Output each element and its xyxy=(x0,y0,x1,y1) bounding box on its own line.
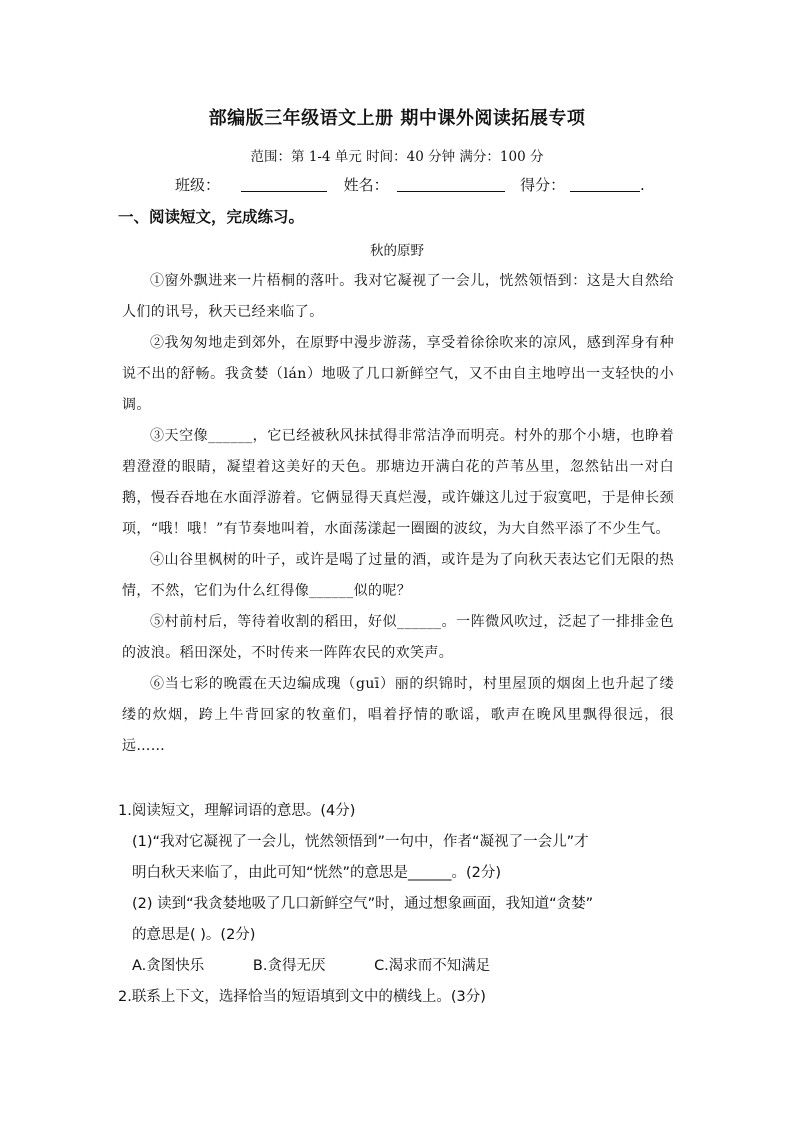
essay-paragraph: ②我匆匆地走到郊外，在原野中漫步游荡，享受着徐徐吹来的凉风，感到浑身有种说不出的舒畅。我贪婪（lán）地吸了几口新鲜空气，又不由自主地哼出一支轻快的小调。 xyxy=(122,335,674,413)
name-blank[interactable] xyxy=(397,177,505,192)
essay-body xyxy=(122,266,674,762)
option-b[interactable]: B.贪得无厌 xyxy=(252,958,326,974)
question-1: 1.阅读短文，理解词语的意思。(4分) xyxy=(118,803,356,819)
exam-scope-line: 范围：第 1-4 单元 时间：40 分钟 满分：100 分 xyxy=(250,149,544,165)
questions-block xyxy=(118,796,678,1013)
question-1-1-line-2: 明白秋天来临了，由此可知“恍然”的意思是______。(2分) xyxy=(132,865,502,881)
question-1-1-line-1: (1)“我对它凝视了一会儿，恍然领悟到”一句中，作者“凝视了一会儿”才 xyxy=(132,834,589,850)
essay-title: 秋的原野 xyxy=(370,243,424,259)
question-1-2-line-1: (2) 读到“我贪婪地吸了几口新鲜空气”时，通过想象画面，我知道“贪婪” xyxy=(132,896,594,912)
student-info-row xyxy=(175,174,645,195)
question-2: 2.联系上下文，选择恰当的短语填到文中的横线上。(3分) xyxy=(118,989,486,1005)
option-c[interactable]: C.渴求而不知满足 xyxy=(374,958,491,974)
essay-paragraph: ③天空像______，它已经被秋风抹拭得非常洁净而明亮。村外的那个小塘，也睁着碧澄澄的眼睛，凝望着这美好的天色。那塘边开满白花的芦苇丛里，忽然钻出一对白鹅，慢吞吞地在水面浮游着。它俩显得天真烂漫，或许嫌这儿过于寂寞吧，于是伸长颈项，“哦！哦！”有节奏地叫着，水面荡漾起一圈圈的波纹，为大自然平添了不少生气。 xyxy=(122,428,674,537)
score-label: 得分： xyxy=(520,176,566,194)
question-1-2-options xyxy=(118,951,678,982)
name-label: 姓名： xyxy=(343,176,389,194)
essay-paragraph: ⑥当七彩的晚霞在天边编成瑰（guī）丽的织锦时，村里屋顶的烟囱上也升起了缕缕的炊烟，跨上牛背回家的牧童们，唱着抒情的歌谣，歌声在晚风里飘得很远，很远…… xyxy=(122,676,674,754)
score-blank[interactable] xyxy=(570,177,640,192)
option-a[interactable]: A.贪图快乐 xyxy=(132,958,205,974)
essay-paragraph: ④山谷里枫树的叶子，或许是喝了过量的酒，或许是为了向秋天表达它们无限的热情，不然，它们为什么红得像______似的呢？ xyxy=(122,552,674,599)
page-title: 部编版三年级语文上册 期中课外阅读拓展专项 xyxy=(208,108,586,129)
class-label: 班级： xyxy=(175,176,221,194)
essay-paragraph: ①窗外飘进来一片梧桐的落叶。我对它凝视了一会儿，恍然领悟到：这是大自然给人们的讯号，秋天已经来临了。 xyxy=(122,273,674,320)
score-end-dot: . xyxy=(639,176,645,194)
question-1-2-line-2: 的意思是( )。(2分) xyxy=(132,927,256,943)
class-blank[interactable] xyxy=(241,177,327,192)
essay-paragraph: ⑤村前村后，等待着收割的稻田，好似______。一阵微风吹过，泛起了一排排金色的波浪。稻田深处，不时传来一阵阵农民的欢笑声。 xyxy=(122,614,674,661)
section-heading: 一、阅读短文，完成练习。 xyxy=(118,208,305,226)
